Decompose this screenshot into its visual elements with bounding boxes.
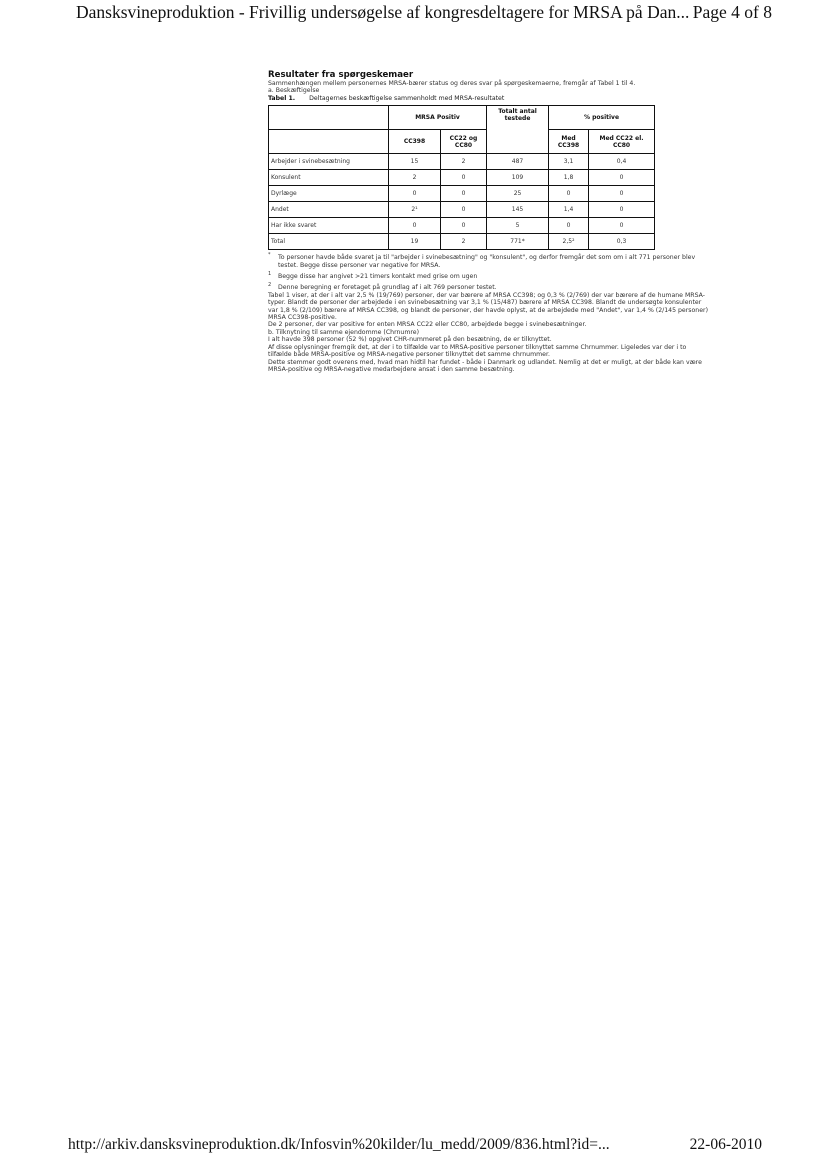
cell-total: 109 <box>487 170 549 186</box>
row-label: Har ikke svaret <box>269 218 389 234</box>
cell-pct-cc22: 0 <box>589 218 655 234</box>
row-label: Konsulent <box>269 170 389 186</box>
cell-cc398: 2 <box>389 170 441 186</box>
table-caption-label: Tabel 1. <box>268 94 296 102</box>
row-label: Andet <box>269 202 389 218</box>
table-row <box>269 186 655 202</box>
print-header-title: Dansksvineproduktion - Frivillig undersøgelse af kongresdeltagere for MRSA på Dan... <box>76 2 690 22</box>
cell-cc22: 0 <box>441 186 487 202</box>
results-table <box>268 105 655 250</box>
paragraph-cc22-cc80: De 2 personer, der var positive for enten MRSA CC22 eller CC80, arbejdede begge i svinebesætninger. <box>268 321 587 329</box>
cell-pct-cc22: 0,3 <box>589 234 655 250</box>
table-row <box>269 170 655 186</box>
cell-cc398: 0 <box>389 186 441 202</box>
subsection-b-heading: b. Tilknytning til samme ejendomme (Chrnumre) <box>268 328 419 336</box>
header-mrsa-positive: MRSA Positiv <box>389 106 487 130</box>
cell-total: 25 <box>487 186 549 202</box>
footnote-mark: 1 <box>268 271 272 278</box>
cell-pct-cc398: 1,8 <box>549 170 589 186</box>
print-header <box>0 0 826 26</box>
table-subheader-row <box>269 130 655 154</box>
footnote <box>268 254 708 269</box>
footnote <box>268 273 708 280</box>
cell-cc22: 2 <box>441 154 487 170</box>
cell-pct-cc22: 0 <box>589 170 655 186</box>
cell-cc22: 0 <box>441 170 487 186</box>
table-row <box>269 154 655 170</box>
cell-pct-cc22: 0 <box>589 202 655 218</box>
cell-total: 5 <box>487 218 549 234</box>
footnote-text: Denne beregning er foretaget på grundlag af i alt 769 personer testet. <box>278 284 497 292</box>
header-cc22-cc80: CC22 og CC80 <box>441 130 487 154</box>
document-body <box>268 70 708 373</box>
cell-cc398: 19 <box>389 234 441 250</box>
cell-cc22: 0 <box>441 202 487 218</box>
cell-pct-cc398: 0 <box>549 186 589 202</box>
row-label: Total <box>269 234 389 250</box>
print-footer <box>0 1136 826 1160</box>
header-with-cc398: Med CC398 <box>549 130 589 154</box>
cell-cc398: 2¹ <box>389 202 441 218</box>
cell-cc22: 2 <box>441 234 487 250</box>
footer-url: http://arkiv.dansksvineproduktion.dk/Infosvin%20kilder/lu_medd/2009/836.html?id=... <box>68 1136 610 1153</box>
header-total-tested: Totalt antal testede <box>487 106 549 154</box>
paragraph-table-summary: Tabel 1 viser, at der i alt var 2,5 % (19/769) personer, der var bærere af MRSA CC398; og 0,3 % (2/769) der var bærere af de humane MRSA-typer. Blandt de personer der arbejdede i en svinebesætning var 3,1 % (15/487) bærere af MRSA CC398. Blandt de undersøgte konsulenter var 1,8 % (2/109) bærere af MRSA CC398, og blandt de personer, der havde oplyst, at de arbejdede med "Andet", var 1,4 % (2/145 personer) MRSA CC398-positive. <box>268 291 708 322</box>
table-total-row <box>269 234 655 250</box>
subsection-a-heading: a. Beskæftigelse <box>268 87 320 95</box>
table-caption <box>268 95 708 102</box>
cell-pct-cc22: 0 <box>589 186 655 202</box>
cell-total: 487 <box>487 154 549 170</box>
header-with-cc22-cc80: Med CC22 el. CC80 <box>589 130 655 154</box>
cell-cc398: 15 <box>389 154 441 170</box>
cell-pct-cc398: 3,1 <box>549 154 589 170</box>
footnote-text: To personer havde både svaret ja til "arbejder i svinebesætning" og "konsulent", og derfor fremgår det som om i alt 771 personer blev testet. Begge disse personer var negative for MRSA. <box>278 254 696 269</box>
table-row <box>269 202 655 218</box>
table-row <box>269 218 655 234</box>
header-percent-positive: % positive <box>549 106 655 130</box>
row-label: Arbejder i svinebesætning <box>269 154 389 170</box>
cell-pct-cc22: 0,4 <box>589 154 655 170</box>
cell-cc22: 0 <box>441 218 487 234</box>
table-subheader-empty <box>269 130 389 154</box>
cell-pct-cc398: 0 <box>549 218 589 234</box>
footnote-mark: 2 <box>268 282 272 289</box>
cell-pct-cc398: 2,5² <box>549 234 589 250</box>
footnote <box>268 284 708 291</box>
cell-cc398: 0 <box>389 218 441 234</box>
intro-text: Sammenhængen mellem personernes MRSA-bærer status og deres svar på spørgeskemaerne, fremgår af Tabel 1 til 4. <box>268 80 636 87</box>
table-caption-text: Deltagernes beskæftigelse sammenholdt med MRSA-resultatet <box>309 94 505 102</box>
footnote-mark: * <box>268 252 271 259</box>
footer-date: 22-06-2010 <box>689 1136 762 1153</box>
paragraph-conclusion: Dette stemmer godt overens med, hvad man hidtil har fundet - både i Danmark og udlandet. Nemlig at det er muligt, at der både kan være MRSA-positive og MRSA-negative medarbejdere ansat i den samme besætning. <box>268 358 702 373</box>
cell-total: 145 <box>487 202 549 218</box>
section-heading: Resultater fra spørgeskemaer <box>268 70 414 80</box>
page-number: Page 4 of 8 <box>692 2 772 22</box>
paragraph-chr-numbers: I alt havde 398 personer (52 %) opgivet CHR-nummeret på den besætning, de er tilknyttet. <box>268 336 552 344</box>
table-footnotes <box>268 254 708 292</box>
header-cc398: CC398 <box>389 130 441 154</box>
table-header-row <box>269 106 655 130</box>
cell-total: 771* <box>487 234 549 250</box>
table-header-empty <box>269 106 389 130</box>
footnote-text: Begge disse har angivet >21 timers kontakt med grise om ugen <box>278 273 478 281</box>
row-label: Dyrlæge <box>269 186 389 202</box>
paragraph-chr-findings: Af disse oplysninger fremgik det, at der i to tilfælde var to MRSA-positive personer tilknyttet samme Chrnummer. Ligeledes var der i to tilfælde både MRSA-positive og MRSA-negative personer tilknyttet det samme chrnummer. <box>268 343 687 359</box>
cell-pct-cc398: 1,4 <box>549 202 589 218</box>
